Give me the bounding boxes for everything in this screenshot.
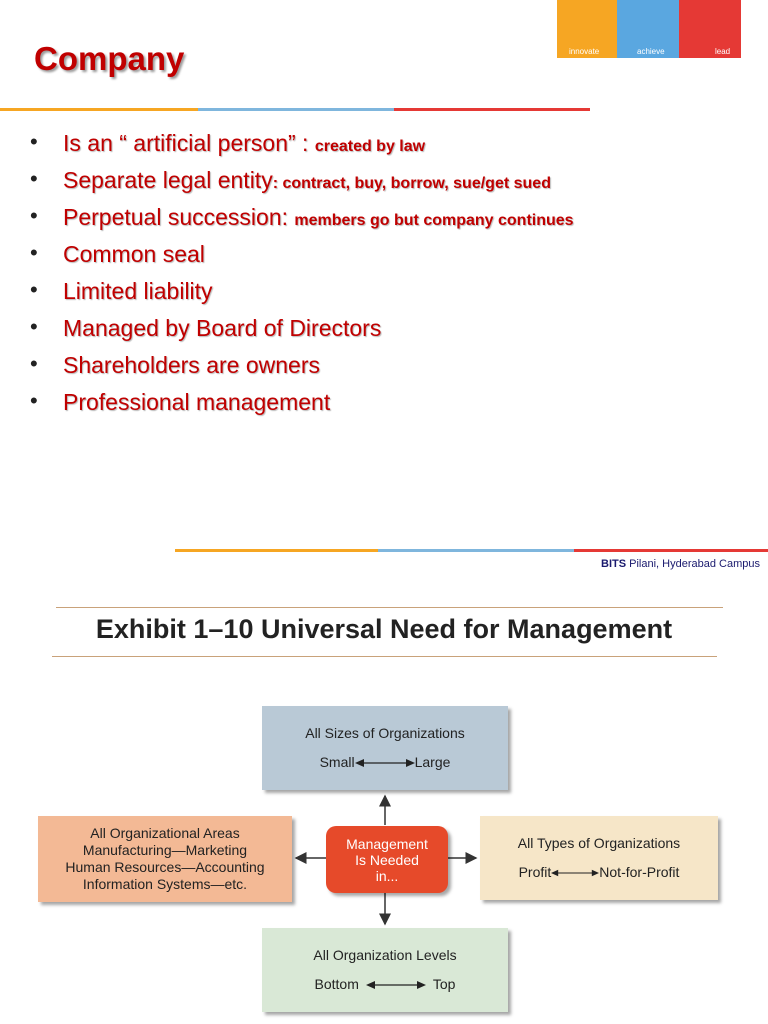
bullet-dot-icon: • [30,129,38,154]
box-types-of-organizations [480,816,718,900]
bullet-dot-icon: • [30,388,38,413]
box-heading: All Organization Levels [313,947,457,963]
range-row: Profit Not-for-Profit [518,864,680,880]
bullet-item: • Professional management [30,388,331,415]
box-all-sizes [262,706,508,790]
bullet-dot-icon: • [30,166,38,191]
logo-word-achieve: achieve [637,47,665,56]
bullet-item: • Is an “ artificial person” : created by law [30,129,426,156]
campus-footer: BITS Pilani, Hyderabad Campus [601,558,760,570]
bullet-dot-icon: • [30,351,38,376]
bullet-item: • Shareholders are owners [30,351,320,378]
logo-word-innovate: innovate [569,47,600,56]
double-arrow-icon [359,979,433,991]
range-row: Small Large [319,754,451,770]
box-heading: All Types of Organizations [517,835,681,851]
bullet-dot-icon: • [30,203,38,228]
double-arrow-icon [551,867,599,879]
box-management-needed: Management Is Needed in... [326,826,448,893]
bullet-item: • Common seal [30,240,205,267]
range-row: Bottom Top [314,976,456,992]
bullet-dot-icon: • [30,314,38,339]
bullet-item: • Limited liability [30,277,213,304]
double-arrow-icon [355,757,415,769]
bullet-item: • Perpetual succession: members go but company continues [30,203,574,230]
logo-word-lead: lead [715,47,731,56]
bullet-dot-icon: • [30,277,38,302]
bullet-dot-icon: • [30,240,38,265]
exhibit-title: Exhibit 1–10 Universal Need for Management [95,614,673,644]
box-organization-levels [262,928,508,1012]
box-heading: All Sizes of Organizations [305,725,465,741]
bullet-item: • Separate legal entity: contract, buy, borrow, sue/get sued [30,166,551,193]
bullet-item: • Managed by Board of Directors [30,314,382,341]
box-organizational-areas: All Organizational Areas Manufacturing—Marketing Human Resources—Accounting Information Systems—etc. [38,816,292,902]
slide-title: Company [34,40,185,77]
